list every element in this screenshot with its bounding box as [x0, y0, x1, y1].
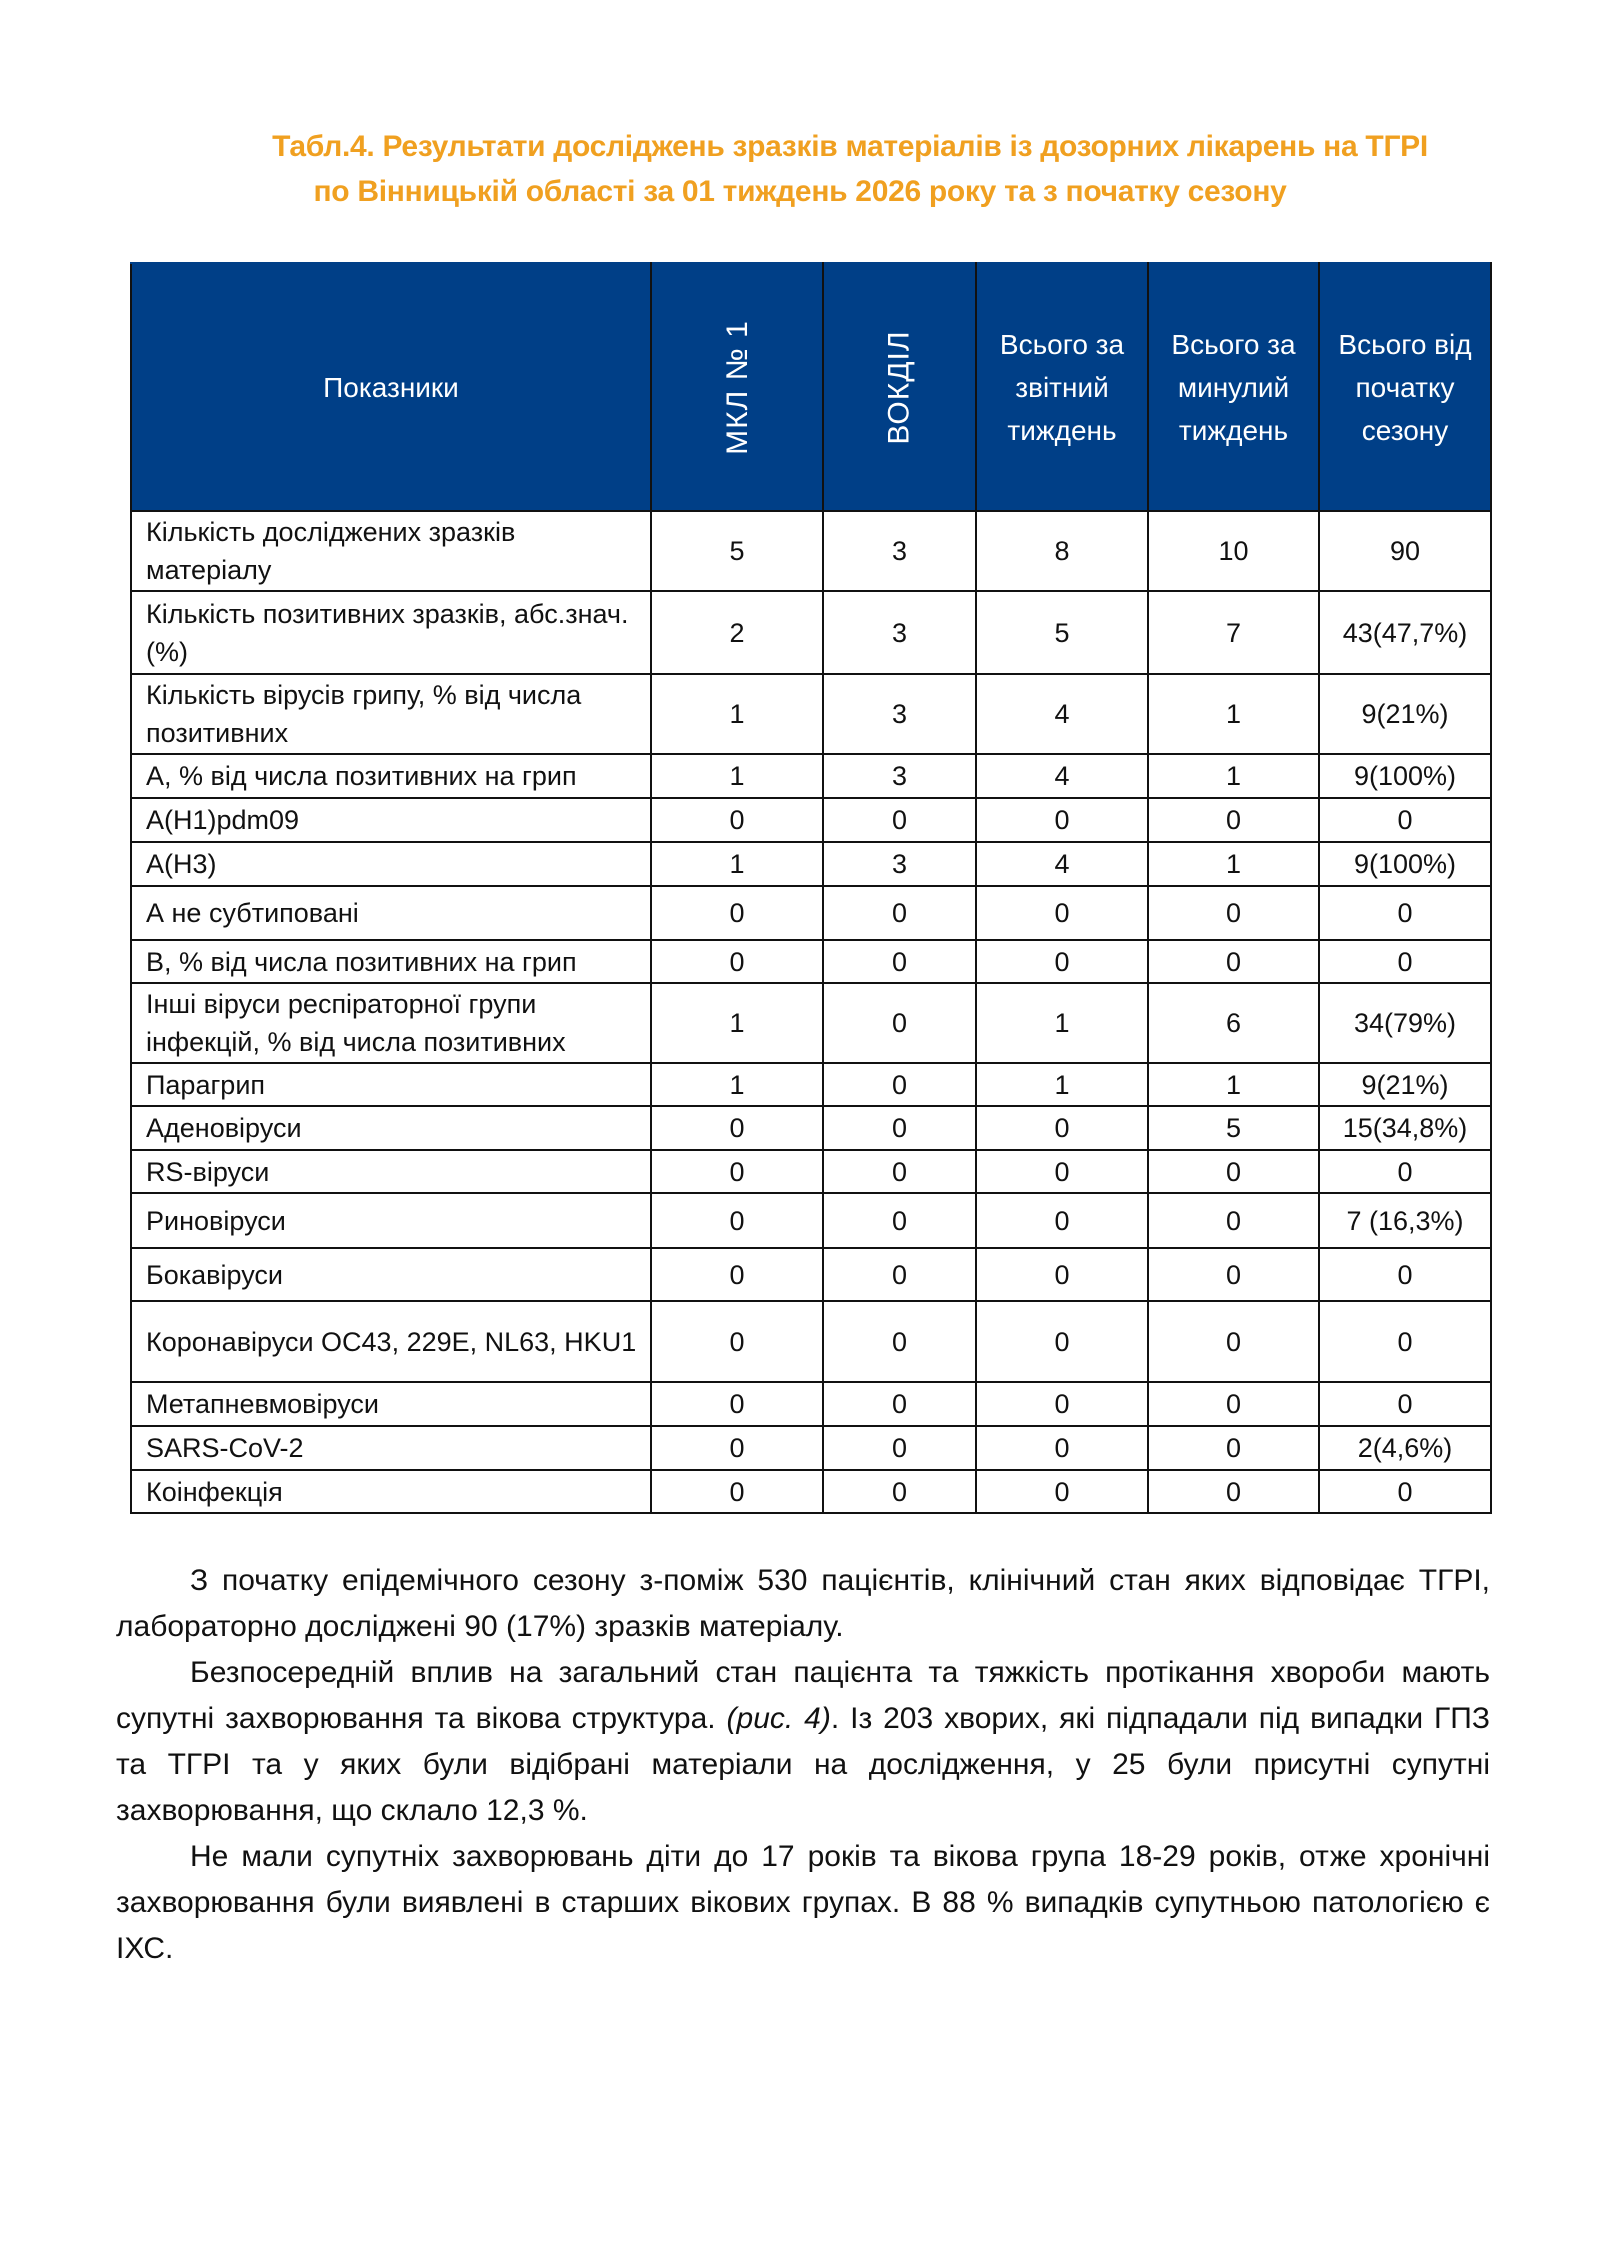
- cell-total-season: 34(79%): [1319, 983, 1491, 1063]
- cell-total-report-week: 0: [976, 1301, 1148, 1382]
- cell-vokdil: 0: [823, 1063, 976, 1106]
- cell-vokdil: 0: [823, 1193, 976, 1248]
- table-row: [131, 983, 1491, 1063]
- cell-total-last-week: 1: [1148, 674, 1319, 754]
- header-mkl1: [651, 263, 823, 511]
- row-label: Кількість досліджених зразків матеріалу: [131, 511, 651, 591]
- paragraph-1-text: З початку епідемічного сезону з-поміж 530 пацієнтів, клінічний стан яких відповідає ТГРІ, лабораторно досліджені 90 (17%) зразків матеріалу.: [116, 1564, 1490, 1643]
- cell-total-last-week: 0: [1148, 886, 1319, 940]
- cell-total-season: 2(4,6%): [1319, 1426, 1491, 1470]
- figure-reference: (рис. 4): [726, 1702, 831, 1735]
- header-mkl1-label: МКЛ № 1: [720, 319, 754, 455]
- cell-total-season: 9(21%): [1319, 1063, 1491, 1106]
- cell-mkl1: 0: [651, 798, 823, 842]
- cell-total-last-week: 5: [1148, 1106, 1319, 1150]
- cell-total-season: 0: [1319, 886, 1491, 940]
- cell-total-report-week: 0: [976, 1470, 1148, 1513]
- cell-vokdil: 0: [823, 1106, 976, 1150]
- cell-total-season: 9(21%): [1319, 674, 1491, 754]
- cell-total-report-week: 4: [976, 754, 1148, 798]
- cell-mkl1: 1: [651, 842, 823, 886]
- cell-total-last-week: 0: [1148, 1382, 1319, 1426]
- table-header-row: [131, 263, 1491, 511]
- cell-total-season: 0: [1319, 940, 1491, 983]
- cell-total-last-week: 0: [1148, 1301, 1319, 1382]
- row-label: А не субтиповані: [131, 886, 651, 940]
- row-label: Коінфекція: [131, 1470, 651, 1513]
- paragraph-2-text-a: Безпосередній вплив на загальний стан пацієнта та тяжкість протікання хвороби мають супутні захворювання та вікова структура.: [116, 1656, 1490, 1735]
- cell-total-season: 0: [1319, 1470, 1491, 1513]
- cell-vokdil: 0: [823, 1248, 976, 1301]
- cell-vokdil: 3: [823, 591, 976, 674]
- paragraph-3: [116, 1834, 1490, 1972]
- cell-total-report-week: 0: [976, 886, 1148, 940]
- cell-mkl1: 1: [651, 1063, 823, 1106]
- row-label: Кількість вірусів грипу, % від числа позитивних: [131, 674, 651, 754]
- cell-total-report-week: 0: [976, 1150, 1148, 1193]
- cell-total-season: 90: [1319, 511, 1491, 591]
- cell-total-last-week: 10: [1148, 511, 1319, 591]
- cell-total-last-week: 0: [1148, 1193, 1319, 1248]
- row-label: RS-віруси: [131, 1150, 651, 1193]
- cell-total-report-week: 5: [976, 591, 1148, 674]
- cell-total-season: 0: [1319, 1301, 1491, 1382]
- cell-total-last-week: 0: [1148, 1470, 1319, 1513]
- cell-mkl1: 0: [651, 1382, 823, 1426]
- cell-mkl1: 0: [651, 1193, 823, 1248]
- cell-mkl1: 1: [651, 754, 823, 798]
- cell-vokdil: 0: [823, 1150, 976, 1193]
- cell-total-last-week: 0: [1148, 1248, 1319, 1301]
- cell-vokdil: 3: [823, 511, 976, 591]
- cell-total-season: 0: [1319, 1150, 1491, 1193]
- cell-total-last-week: 1: [1148, 842, 1319, 886]
- row-label: А(Н3): [131, 842, 651, 886]
- table-row: [131, 1248, 1491, 1301]
- cell-total-season: 0: [1319, 1382, 1491, 1426]
- row-label: Аденовіруси: [131, 1106, 651, 1150]
- table-row: [131, 886, 1491, 940]
- cell-mkl1: 0: [651, 1150, 823, 1193]
- table-row: [131, 591, 1491, 674]
- cell-total-report-week: 0: [976, 1193, 1148, 1248]
- table-row: [131, 674, 1491, 754]
- cell-total-season: 0: [1319, 1248, 1491, 1301]
- cell-total-report-week: 1: [976, 983, 1148, 1063]
- cell-mkl1: 2: [651, 591, 823, 674]
- table-row: [131, 511, 1491, 591]
- header-total-report-week: Всього за звітний тиждень: [976, 263, 1148, 511]
- cell-total-season: 7 (16,3%): [1319, 1193, 1491, 1248]
- cell-vokdil: 3: [823, 754, 976, 798]
- table-caption-line-2: по Вінницькій області за 01 тиждень 2026 року та з початку сезону: [313, 175, 1287, 208]
- header-indicators: Показники: [131, 263, 651, 511]
- cell-total-report-week: 4: [976, 842, 1148, 886]
- row-label: SARS-CoV-2: [131, 1426, 651, 1470]
- row-label: А(Н1)pdm09: [131, 798, 651, 842]
- cell-total-last-week: 6: [1148, 983, 1319, 1063]
- cell-total-last-week: 7: [1148, 591, 1319, 674]
- table-caption-line-1: Табл.4. Результати досліджень зразків матеріалів із дозорних лікарень на ТГРІ: [272, 130, 1428, 163]
- table-row: [131, 1426, 1491, 1470]
- row-label: Коронавіруси ОС43, 229E, NL63, HKU1: [131, 1301, 651, 1382]
- table-row: [131, 1106, 1491, 1150]
- cell-vokdil: 3: [823, 674, 976, 754]
- table-row: [131, 798, 1491, 842]
- cell-total-last-week: 1: [1148, 1063, 1319, 1106]
- row-label: Парагрип: [131, 1063, 651, 1106]
- cell-total-report-week: 1: [976, 1063, 1148, 1106]
- cell-mkl1: 0: [651, 886, 823, 940]
- row-label: В, % від числа позитивних на грип: [131, 940, 651, 983]
- cell-mkl1: 0: [651, 1106, 823, 1150]
- cell-total-season: 9(100%): [1319, 754, 1491, 798]
- header-vokdil-label: ВОКДІЛ: [882, 329, 916, 445]
- cell-vokdil: 0: [823, 940, 976, 983]
- cell-total-last-week: 1: [1148, 754, 1319, 798]
- cell-vokdil: 0: [823, 1470, 976, 1513]
- table-row: [131, 1193, 1491, 1248]
- table-row: [131, 1470, 1491, 1513]
- cell-total-last-week: 0: [1148, 940, 1319, 983]
- cell-vokdil: 0: [823, 798, 976, 842]
- cell-mkl1: 1: [651, 674, 823, 754]
- table-row: [131, 1382, 1491, 1426]
- row-label: Інші віруси респіраторної групи інфекцій, % від числа позитивних: [131, 983, 651, 1063]
- cell-vokdil: 3: [823, 842, 976, 886]
- cell-vokdil: 0: [823, 1382, 976, 1426]
- cell-total-season: 15(34,8%): [1319, 1106, 1491, 1150]
- cell-mkl1: 0: [651, 1426, 823, 1470]
- cell-total-last-week: 0: [1148, 1426, 1319, 1470]
- cell-total-report-week: 0: [976, 1248, 1148, 1301]
- cell-vokdil: 0: [823, 886, 976, 940]
- table-caption: [0, 124, 1600, 214]
- paragraph-2: [116, 1650, 1490, 1834]
- cell-total-last-week: 0: [1148, 1150, 1319, 1193]
- row-label: А, % від числа позитивних на грип: [131, 754, 651, 798]
- cell-total-report-week: 0: [976, 798, 1148, 842]
- cell-total-report-week: 0: [976, 1426, 1148, 1470]
- table-row: [131, 940, 1491, 983]
- row-label: Бокавіруси: [131, 1248, 651, 1301]
- results-table: [130, 262, 1492, 1514]
- paragraph-1: [116, 1558, 1490, 1650]
- cell-total-season: 9(100%): [1319, 842, 1491, 886]
- cell-total-season: 43(47,7%): [1319, 591, 1491, 674]
- row-label: Риновіруси: [131, 1193, 651, 1248]
- cell-total-report-week: 0: [976, 940, 1148, 983]
- cell-vokdil: 0: [823, 1301, 976, 1382]
- cell-mkl1: 0: [651, 940, 823, 983]
- cell-vokdil: 0: [823, 983, 976, 1063]
- table-row: [131, 1150, 1491, 1193]
- cell-mkl1: 1: [651, 983, 823, 1063]
- header-vokdil: [823, 263, 976, 511]
- table-row: [131, 1063, 1491, 1106]
- cell-total-report-week: 8: [976, 511, 1148, 591]
- table-row: [131, 842, 1491, 886]
- paragraph-2-text-b: . Із 203 хворих, які підпадали під випадки ГПЗ та ТГРІ та у яких були відібрані матеріали на дослідження, у 25 були присутні супутні захворювання, що склало 12,3 %.: [116, 1702, 1490, 1827]
- table-row: [131, 1301, 1491, 1382]
- cell-mkl1: 0: [651, 1248, 823, 1301]
- header-total-last-week: Всього за минулий тиждень: [1148, 263, 1319, 511]
- cell-mkl1: 0: [651, 1470, 823, 1513]
- cell-total-report-week: 0: [976, 1106, 1148, 1150]
- cell-mkl1: 5: [651, 511, 823, 591]
- cell-vokdil: 0: [823, 1426, 976, 1470]
- cell-mkl1: 0: [651, 1301, 823, 1382]
- row-label: Кількість позитивних зразків, абс.знач. (%): [131, 591, 651, 674]
- row-label: Метапневмовіруси: [131, 1382, 651, 1426]
- table-row: [131, 754, 1491, 798]
- cell-total-season: 0: [1319, 798, 1491, 842]
- cell-total-report-week: 4: [976, 674, 1148, 754]
- cell-total-report-week: 0: [976, 1382, 1148, 1426]
- cell-total-last-week: 0: [1148, 798, 1319, 842]
- paragraph-3-text: Не мали супутніх захворювань діти до 17 років та вікова група 18-29 років, отже хронічні захворювання були виявлені в старших вікових групах. В 88 % випадків супутньою патологією є ІХС.: [116, 1840, 1490, 1965]
- header-total-season: Всього від початку сезону: [1319, 263, 1491, 511]
